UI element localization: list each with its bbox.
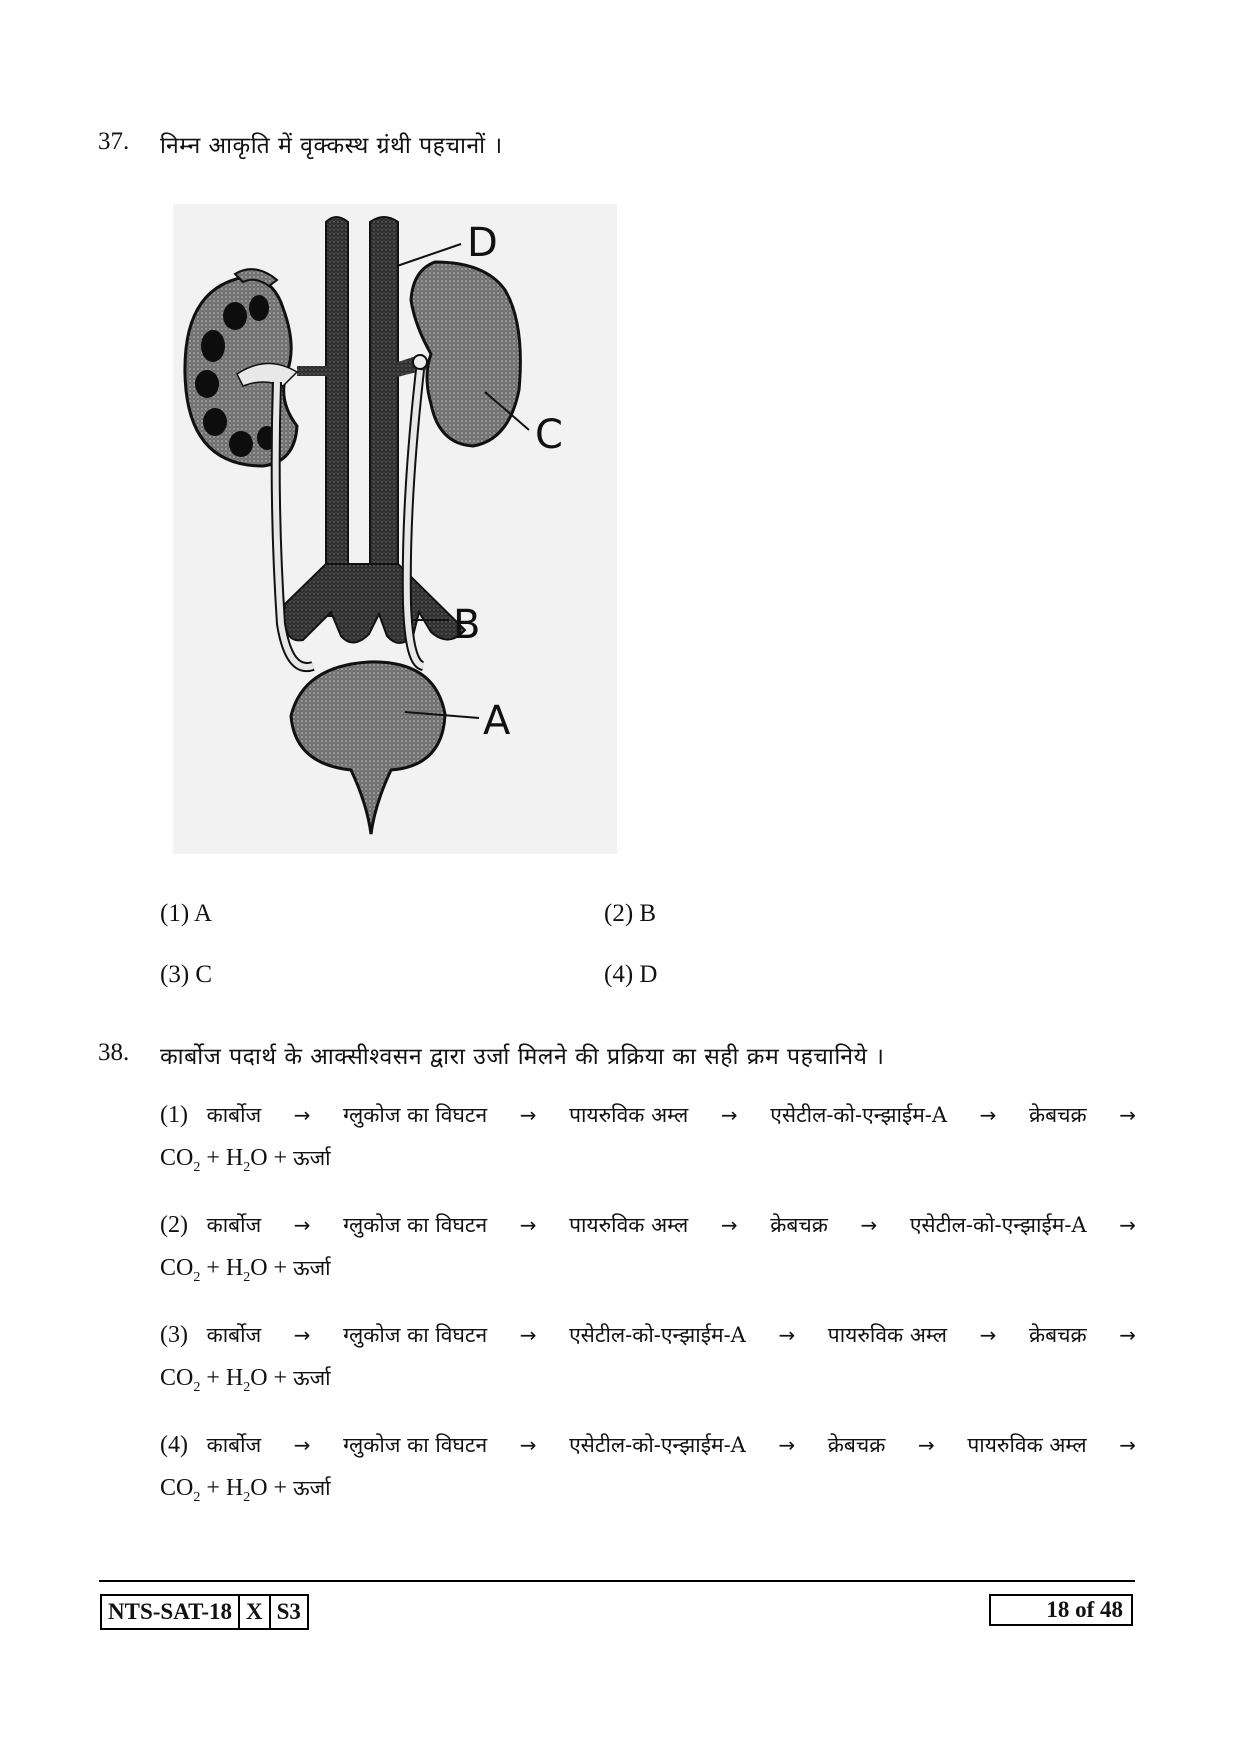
class-code: X bbox=[238, 1596, 269, 1628]
arrow-icon: → bbox=[917, 1433, 935, 1457]
formula-part: + H bbox=[200, 1475, 244, 1501]
formula-part: + H bbox=[200, 1365, 244, 1391]
process-step: कार्बोज bbox=[206, 1103, 262, 1127]
formula-part: 2 bbox=[243, 1489, 251, 1505]
process-step: कार्बोज bbox=[206, 1433, 262, 1457]
question-37-heading bbox=[98, 128, 503, 160]
formula-part: ऊर्जा bbox=[293, 1146, 331, 1170]
formula-part: CO bbox=[160, 1145, 194, 1171]
process-products bbox=[160, 1253, 1136, 1293]
arrow-icon: → bbox=[519, 1103, 537, 1127]
arrow-icon: → bbox=[720, 1103, 738, 1127]
q38-option-3[interactable] bbox=[160, 1320, 1136, 1403]
formula-part: CO bbox=[160, 1255, 194, 1281]
question-38-heading bbox=[98, 1039, 884, 1071]
figure-label-a: A bbox=[483, 698, 511, 744]
process-step: पायरुविक अम्ल bbox=[827, 1323, 948, 1347]
q37-option-2[interactable]: (2) B bbox=[604, 900, 657, 927]
q38-option-4[interactable] bbox=[160, 1430, 1136, 1513]
process-step: पायरुविक अम्ल bbox=[569, 1213, 689, 1237]
set-code: S3 bbox=[269, 1596, 307, 1628]
q37-option-1[interactable]: (1) A bbox=[160, 900, 213, 927]
figure-label-b: B bbox=[453, 602, 481, 648]
figure-label-c: C bbox=[535, 412, 563, 458]
process-step: क्रेबचक्र bbox=[770, 1213, 828, 1237]
formula-part: O + bbox=[250, 1475, 294, 1501]
process-step: क्रेबचक्र bbox=[827, 1433, 886, 1457]
option-number: (4) bbox=[160, 1432, 188, 1458]
arrow-icon: → bbox=[293, 1103, 311, 1127]
arrow-icon: → bbox=[1119, 1213, 1136, 1237]
process-step: पायरुविक अम्ल bbox=[967, 1433, 1087, 1457]
process-step: एसेटील-को-एन्झाईम-A bbox=[569, 1433, 746, 1457]
arrow-icon: → bbox=[860, 1213, 878, 1237]
arrow-icon: → bbox=[519, 1323, 537, 1347]
formula-part: O + bbox=[250, 1145, 294, 1171]
formula-part: 2 bbox=[243, 1269, 251, 1285]
formula-part: 2 bbox=[193, 1379, 201, 1395]
arrow-icon: → bbox=[519, 1433, 537, 1457]
process-step: एसेटील-को-एन्झाईम-A bbox=[569, 1323, 746, 1347]
q38-option-1[interactable] bbox=[160, 1100, 1136, 1183]
formula-part: 2 bbox=[193, 1489, 201, 1505]
formula-part: 2 bbox=[243, 1159, 251, 1175]
arrow-icon: → bbox=[293, 1323, 311, 1347]
q37-option-4[interactable]: (4) D bbox=[604, 961, 658, 988]
formula-part: + H bbox=[200, 1255, 244, 1281]
formula-part: 2 bbox=[243, 1379, 251, 1395]
formula-part: ऊर्जा bbox=[293, 1476, 331, 1500]
formula-part: O + bbox=[250, 1255, 294, 1281]
formula-part: O + bbox=[250, 1365, 294, 1391]
option-number: (3) bbox=[160, 1322, 188, 1348]
question-text: निम्न आकृति में वृक्कस्थ ग्रंथी पहचानों । bbox=[160, 133, 503, 159]
arrow-icon: → bbox=[1119, 1323, 1136, 1347]
arrow-icon: → bbox=[979, 1323, 997, 1347]
formula-part: ऊर्जा bbox=[293, 1366, 331, 1390]
process-products bbox=[160, 1143, 1136, 1183]
question-text: कार्बोज पदार्थ के आक्सीश्वसन द्वारा उर्जा मिलने की प्रक्रिया का सही क्रम पहचानिये । bbox=[160, 1044, 885, 1070]
process-step: क्रेबचक्र bbox=[1029, 1323, 1087, 1347]
arrow-icon: → bbox=[778, 1433, 796, 1457]
option-number: (2) bbox=[160, 1212, 188, 1238]
process-step: ग्लुकोज का विघटन bbox=[343, 1213, 488, 1237]
process-step: कार्बोज bbox=[206, 1323, 262, 1347]
page-number: 18 of 48 bbox=[989, 1594, 1133, 1626]
process-step: ग्लुकोज का विघटन bbox=[343, 1323, 488, 1347]
formula-part: CO bbox=[160, 1365, 194, 1391]
process-step: एसेटील-को-एन्झाईम-A bbox=[770, 1103, 948, 1127]
formula-part: CO bbox=[160, 1475, 194, 1501]
arrow-icon: → bbox=[720, 1213, 738, 1237]
process-step: एसेटील-को-एन्झाईम-A bbox=[909, 1213, 1087, 1237]
footer-paper-code bbox=[100, 1594, 309, 1630]
arrow-icon: → bbox=[293, 1213, 311, 1237]
question-number: 38. bbox=[98, 1039, 130, 1066]
urinary-system-figure bbox=[173, 204, 617, 854]
formula-part: ऊर्जा bbox=[293, 1256, 331, 1280]
q38-option-2[interactable] bbox=[160, 1210, 1136, 1293]
process-step: ग्लुकोज का विघटन bbox=[343, 1433, 488, 1457]
process-step: क्रेबचक्र bbox=[1029, 1103, 1087, 1127]
arrow-icon: → bbox=[979, 1103, 997, 1127]
process-step: ग्लुकोज का विघटन bbox=[343, 1103, 488, 1127]
formula-part: 2 bbox=[193, 1159, 201, 1175]
arrow-icon: → bbox=[1119, 1103, 1136, 1127]
footer-divider bbox=[99, 1580, 1135, 1582]
process-products bbox=[160, 1363, 1136, 1403]
figure-label-d: D bbox=[467, 220, 498, 266]
option-number: (1) bbox=[160, 1102, 188, 1128]
arrow-icon: → bbox=[519, 1213, 537, 1237]
process-products bbox=[160, 1473, 1136, 1513]
arrow-icon: → bbox=[778, 1323, 796, 1347]
process-step: कार्बोज bbox=[206, 1213, 262, 1237]
question-number: 37. bbox=[98, 128, 130, 155]
process-step: पायरुविक अम्ल bbox=[569, 1103, 689, 1127]
q37-option-3[interactable]: (3) C bbox=[160, 961, 213, 988]
formula-part: + H bbox=[200, 1145, 244, 1171]
formula-part: 2 bbox=[193, 1269, 201, 1285]
exam-code: NTS-SAT-18 bbox=[108, 1599, 232, 1624]
arrow-icon: → bbox=[1119, 1433, 1136, 1457]
arrow-icon: → bbox=[293, 1433, 311, 1457]
